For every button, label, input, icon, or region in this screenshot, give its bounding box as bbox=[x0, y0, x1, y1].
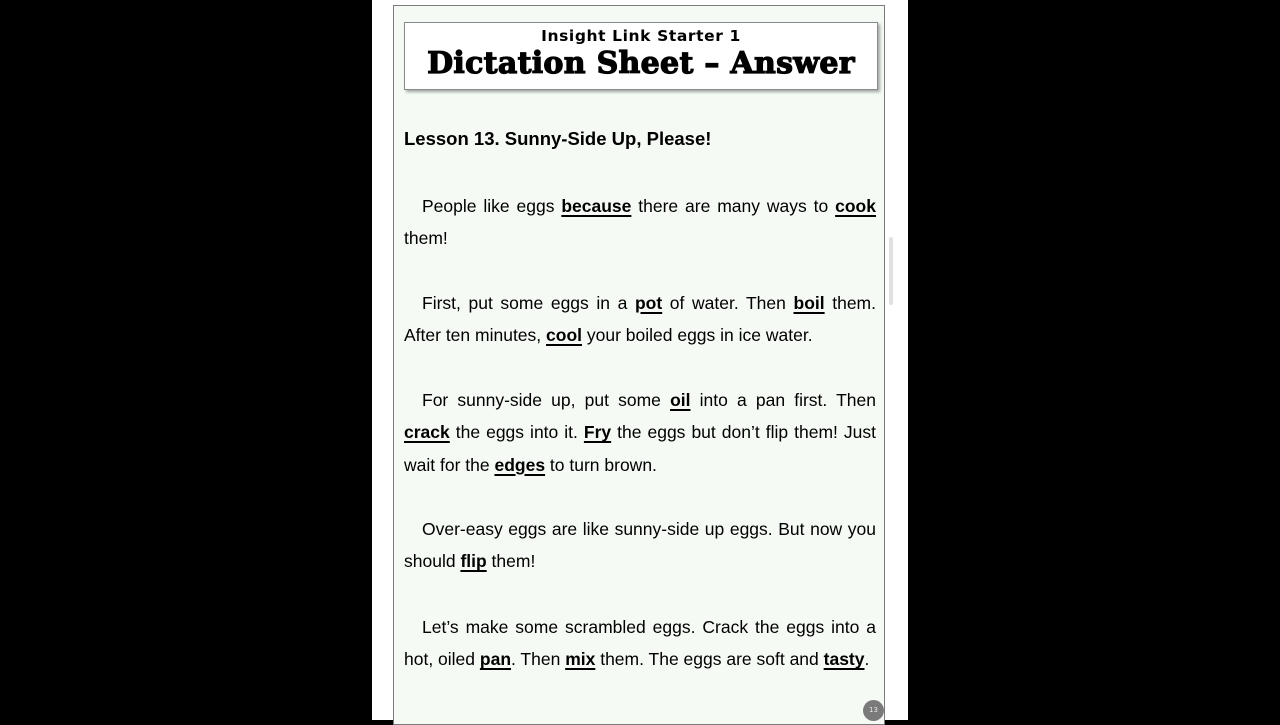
answer-word: boil bbox=[793, 293, 825, 313]
paragraph-text: For sunny-side up, put some bbox=[422, 390, 671, 410]
paragraph bbox=[404, 384, 876, 481]
paragraph-text: . bbox=[864, 649, 870, 670]
answer-word: cool bbox=[546, 325, 582, 346]
paragraph-text: them! bbox=[404, 228, 448, 249]
paragraph-text: them! bbox=[486, 551, 536, 572]
paragraph-text: the eggs into it. bbox=[449, 422, 584, 443]
title-box bbox=[404, 22, 878, 90]
paragraph-text: there are many ways to bbox=[631, 196, 836, 216]
paragraph-text: the eggs but don’t flip them! Just wait for the bbox=[404, 422, 876, 475]
paragraph-text: your boiled eggs in ice water. bbox=[582, 325, 813, 346]
answer-word: flip bbox=[460, 551, 487, 572]
answer-word: pot bbox=[634, 293, 663, 313]
paragraph-text: into a pan first. Then bbox=[690, 390, 876, 410]
paragraph-text: Let’s make some scrambled eggs. Crack the eggs into a hot, oiled bbox=[404, 617, 876, 670]
answer-word: oil bbox=[670, 390, 691, 410]
paragraph-text: them. The eggs are soft and bbox=[595, 649, 824, 670]
paragraph bbox=[404, 513, 876, 578]
answer-word: tasty bbox=[823, 649, 865, 670]
paragraph-text: . Then bbox=[511, 649, 566, 670]
paragraph-text: People like eggs bbox=[422, 196, 562, 216]
answer-word: cook bbox=[835, 196, 876, 216]
answer-word: mix bbox=[565, 649, 596, 670]
paragraph-text: Over-easy eggs are like sunny-side up eggs. But now you should bbox=[404, 519, 876, 572]
paragraph-text: First, put some eggs in a bbox=[422, 293, 635, 313]
page-number-badge: 13 bbox=[863, 700, 884, 721]
scrollbar-thumb[interactable] bbox=[889, 237, 893, 305]
answer-word: edges bbox=[494, 454, 546, 475]
paragraph-text: to turn brown. bbox=[545, 454, 657, 475]
lesson-heading: Lesson 13. Sunny-Side Up, Please! bbox=[404, 128, 712, 149]
sheet-title: Dictation Sheet – Answer bbox=[427, 46, 855, 81]
paragraph bbox=[404, 611, 876, 676]
paragraph-text: them. After ten minutes, bbox=[404, 293, 876, 346]
answer-word: pan bbox=[479, 649, 512, 670]
paragraph bbox=[404, 190, 876, 255]
book-title: Insight Link Starter 1 bbox=[541, 27, 741, 45]
paragraph-text: of water. Then bbox=[662, 293, 794, 313]
answer-word: Fry bbox=[583, 422, 612, 443]
answer-word: because bbox=[561, 196, 632, 216]
answer-word: crack bbox=[404, 422, 450, 443]
paragraph bbox=[404, 287, 876, 352]
